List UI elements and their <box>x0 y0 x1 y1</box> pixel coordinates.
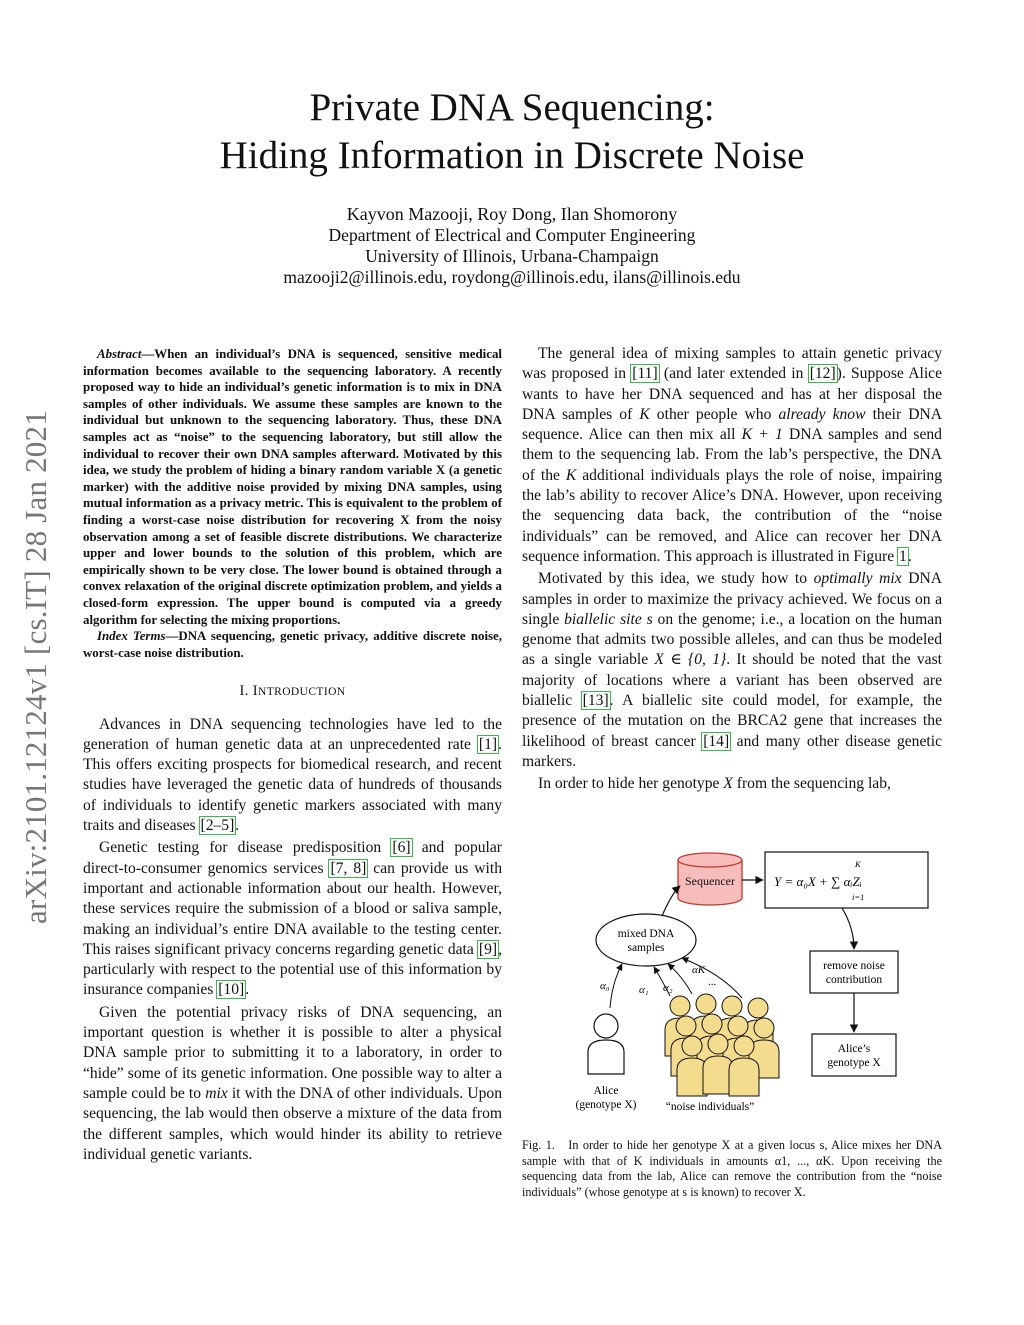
citation-link[interactable]: [7, 8] <box>330 859 367 877</box>
equation-box <box>765 852 928 908</box>
noise-person-body <box>729 1058 759 1096</box>
arxiv-id: arXiv:2101.12124v1 [cs.IT] 28 Jan 2021 <box>18 410 53 924</box>
author-department: Department of Electrical and Computer Engineering <box>328 225 696 245</box>
caption-text: In order to hide her genotype X at a given locus s, Alice mixes her DNA sample with that of K individuals in amounts α1, ..., αK. Upon receiving the sequencing data from the lab, Alice can remove the contribution from the “noise individuals” (whose genotype at s is known) to recover X. <box>522 1138 942 1199</box>
sequencer-label: Sequencer <box>685 874 735 888</box>
mixed-label-2: samples <box>627 942 665 954</box>
noise-person-head <box>754 1018 774 1038</box>
noise-person-head <box>676 1016 696 1036</box>
citation-link[interactable]: [10] <box>218 981 245 999</box>
citation-link[interactable]: [1] <box>478 735 498 753</box>
intro-paragraph-2: Genetic testing for disease predisposition [6] and popular direct-to-consumer genomics services [7, 8] can provide us with important and actionable information about our health. However, these services require the submission of a blood or saliva sample, making an individual’s entire DNA available to the testing center. This raises significant privacy concerns regarding genetic data [9], particularly with respect to the potential use of this information by insurance companies [10]. <box>83 839 502 999</box>
caption-label: Fig. 1. <box>522 1138 555 1152</box>
paper-title <box>0 84 1024 180</box>
remove-label-2: contribution <box>825 974 883 986</box>
section-numeral: I. <box>239 683 253 700</box>
abstract <box>83 346 502 628</box>
left-column <box>83 346 502 1167</box>
title-line-2: Hiding Information in Discrete Noise <box>219 134 805 177</box>
equation-text: Y = α₀X + ∑ αᵢZᵢ <box>774 874 862 889</box>
arrow-eq-to-remove <box>842 908 854 949</box>
author-university: University of Illinois, Urbana-Champaign <box>365 246 659 266</box>
author-emails: mazooji2@illinois.edu, roydong@illinois.edu, ilans@illinois.edu <box>283 267 741 287</box>
alice-genotype-node <box>812 1034 896 1076</box>
intro-paragraph-1: Advances in DNA sequencing technologies have led to the generation of human genetic data at an unprecedented rate [1]. This offers exciting prospects for biomedical research, and recent studies have leveraged the genetic data of hundreds of thousands of individuals to identify genetic markers associated with many traits and diseases [2–5]. <box>83 715 502 835</box>
remove-label-1: remove noise <box>823 960 885 972</box>
right-paragraph-2: Motivated by this idea, we study how to optimally mix DNA samples in order to maximize the privacy achieved. We focus on a single biallelic site s on the genome; i.e., a location on the human genome that admits two possible alleles, and can thus be modeled as a single variable X ∈ {0, 1}. It should be noted that the vast majority of locations where a variant has been observed are biallelic [13]. A biallelic site could model, for example, the presence of the mutation on the BRCA2 gene that increases the likelihood of breast cancer [14] and many other disease genetic markers. <box>522 570 943 770</box>
citation-link[interactable]: [12] <box>809 365 836 383</box>
abstract-lead: Abstract <box>97 347 142 361</box>
section-first-letter: I <box>252 683 259 700</box>
alice-person-icon <box>588 1014 624 1074</box>
abstract-text: —When an individual’s DNA is sequenced, sensitive medical information becomes available to the sequencing laboratory. A recently proposed way to hide an individual’s genetic information is to mix in DNA samples of other individuals. We assume these samples are known to the individual but unknown to the sequencing laboratory. Thus, these DNA samples act as “noise” to the sequencing laboratory, but still allow the individual to recover their own DNA samples afterward. Motivated by this idea, we study the problem of hiding a binary random variable X (a genetic marker) with the additive noise provided by mixing DNA samples, using mutual information as a privacy metric. This is equivalent to the problem of finding a worst-case noise distribution for recovering X from the noisy observation among a set of feasible discrete distributions. We characterize upper and lower bounds to the solution of this problem, which are empirically shown to be very close. The lower bound is obtained through a convex relaxation of the original discrete optimization problem, and yields a closed-form expression. The upper bound is computed via a greedy algorithm for selecting the mixing proportions. <box>83 347 502 627</box>
index-terms-text: —DNA sequencing, genetic privacy, additive discrete noise, worst-case noise distribution. <box>83 629 502 660</box>
noise-person-head <box>670 996 690 1016</box>
figure-1-diagram <box>522 848 942 1118</box>
title-line-1: Private DNA Sequencing: <box>309 86 715 129</box>
sum-upper: K <box>855 859 861 869</box>
alice-genotype-label: (genotype X) <box>575 1099 637 1111</box>
section-rest: NTRODUCTION <box>258 686 346 699</box>
figure-1-caption <box>522 1138 942 1200</box>
noise-individuals-label: “noise individuals” <box>665 1101 755 1113</box>
right-column <box>522 344 942 797</box>
intro-paragraph-3: Given the potential privacy risks of DNA sequencing, an important question is whether it is possible to alter a physical DNA sample prior to submitting it to a laboratory, in order to “hide” some of its genetic information. One possible way to alter a sample could be to mix it with the DNA of other individuals. Upon sequencing, the lab would then observe a mixture of the data from the different samples, which would hinder its ability to retrieve individual genetic variants. <box>83 1003 502 1163</box>
figure-link[interactable]: 1 <box>899 547 907 565</box>
arrow-alice-to-mix <box>610 964 622 1008</box>
noise-person-head <box>748 998 768 1018</box>
index-terms <box>83 628 502 661</box>
noise-person-head <box>722 996 742 1016</box>
noise-person-head <box>708 1034 728 1054</box>
noise-person-head <box>734 1036 754 1056</box>
sequencer-icon <box>678 853 742 905</box>
noise-person-head <box>682 1036 702 1056</box>
alpha-2: α₂ <box>663 982 673 994</box>
citation-link[interactable]: [2–5] <box>200 817 235 835</box>
citation-link[interactable]: [13] <box>582 692 609 710</box>
alice-genotype-2: genotype X <box>827 1057 881 1069</box>
noise-individuals-icon <box>665 994 779 1096</box>
alpha-ellipsis: ... <box>708 976 717 988</box>
right-paragraph-1: The general idea of mixing samples to attain genetic privacy was proposed in [11] (and later extended in [12]). Suppose Alice wants to have her DNA sequenced and has at her disposal the DNA samples of K other people who already know their DNA sequence. Alice can then mix all K + 1 DNA samples and send them to the sequencing lab. From the lab’s perspective, the DNA of the K additional individuals plays the role of noise, impairing the lab’s ability to recover Alice’s DNA. However, upon receiving the sequencing data back, the contribution of the “noise individuals” can be removed, and Alice can recover her DNA sequence information. This approach is illustrated in Figure 1. <box>522 345 942 565</box>
citation-link[interactable]: [14] <box>703 732 730 750</box>
alpha-0: α₀ <box>600 980 610 992</box>
arxiv-stamp <box>8 372 64 962</box>
author-names: Kayvon Mazooji, Roy Dong, Ilan Shomorony <box>346 204 678 224</box>
index-terms-lead: Index Terms <box>97 629 166 644</box>
citation-link[interactable]: [11] <box>632 365 658 383</box>
section-heading-introduction <box>83 681 502 702</box>
noise-person-head <box>702 1014 722 1034</box>
arrow-mix-to-seq <box>662 886 680 916</box>
alice-genotype-1: Alice’s <box>837 1043 871 1055</box>
alpha-K: αK <box>692 964 706 976</box>
mixed-label-1: mixed DNA <box>617 928 675 940</box>
right-paragraph-3: In order to hide her genotype X from the sequencing lab, <box>538 775 891 793</box>
alpha-1: α₁ <box>639 984 649 996</box>
sum-lower: i=1 <box>852 892 865 902</box>
noise-person-head <box>696 994 716 1014</box>
noise-person-head <box>728 1016 748 1036</box>
author-block <box>0 204 1024 288</box>
remove-noise-node <box>810 951 898 993</box>
citation-link[interactable]: [9] <box>478 940 498 958</box>
mixed-samples-node <box>596 914 696 966</box>
citation-link[interactable]: [6] <box>392 839 411 857</box>
alice-label: Alice <box>593 1085 619 1097</box>
